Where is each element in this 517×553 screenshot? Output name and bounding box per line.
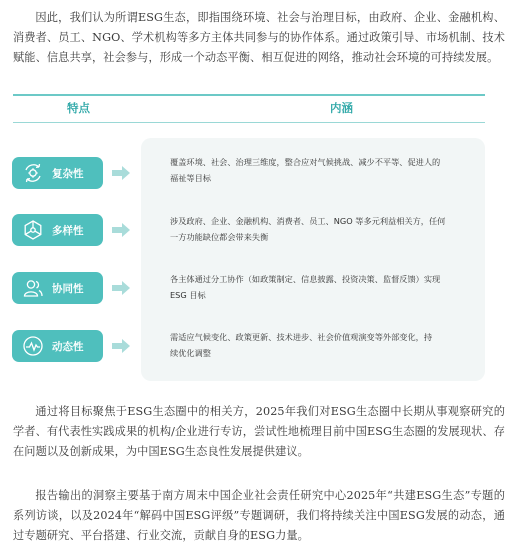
table-top-rule [13,94,485,96]
arrow-right-icon [112,339,130,353]
feature-diversity [12,214,103,246]
middle-paragraph: 通过将目标聚焦于ESG生态圈中的相关方，2025年我们对ESG生态圈中长期从事观察研究的学者、有代表性实践成果的机构/企业进行专访，尝试性地梳理目前中国ESG生态圈的发展现状、存在问题以及创新成果，为中国ESG生态良性发展提供建议。 [13,405,505,458]
feature-synergy-label: 协同性 [52,283,84,295]
feature-diversity-label: 多样性 [52,225,84,237]
arrow-right-icon [112,223,130,237]
header-meaning: 内涵 [330,101,353,115]
desc-diversity [170,213,470,245]
feature-dynamics [12,330,103,362]
arrow-right-icon [112,281,130,295]
people-icon [22,277,44,299]
feature-synergy [12,272,103,304]
hexagon-network-icon [22,219,44,241]
desc-complexity-line2: 福祉等目标 [170,173,211,183]
gear-cycle-icon [22,162,44,184]
feature-dynamics-label: 动态性 [52,341,84,353]
feature-complexity-label: 复杂性 [52,168,84,180]
desc-dynamics [170,329,470,361]
desc-synergy-line2: ESG 目标 [170,290,206,300]
desc-synergy-line1: 各主体通过分工协作（如政策制定、信息披露、投资决策、监督反馈）实现 [170,274,441,284]
desc-complexity-line1: 覆盖环境、社会、治理三维度，整合应对气候挑战、减少不平等、促进人的 [170,157,441,167]
table-header [13,98,485,122]
pulse-icon [22,335,44,357]
feature-complexity [12,157,103,189]
desc-diversity-line1: 涉及政府、企业、金融机构、消费者、员工、NGO 等多元利益相关方，任何 [170,216,446,226]
desc-complexity [170,154,470,186]
desc-dynamics-line2: 续优化调整 [170,348,211,358]
table-header-rule [13,122,485,123]
desc-synergy [170,271,470,303]
arrow-right-icon [112,166,130,180]
intro-paragraph: 因此，我们认为所谓ESG生态，即指围绕环境、社会与治理目标，由政府、企业、金融机构、消费者、员工、NGO、学术机构等多方主体共同参与的协作体系。通过政策引导、市场机制、技术赋能、信息共享，社会参与，形成一个动态平衡、相互促进的网络，推动社会环境的可持续发展。 [13,11,505,64]
header-feature: 特点 [67,101,90,115]
desc-dynamics-line1: 需适应气候变化、政策更新、技术进步、社会价值观演变等外部变化，持 [170,332,433,342]
closing-paragraph: 报告输出的洞察主要基于南方周末中国企业社会责任研究中心2025年“共建ESG生态”专题的系列访谈，以及2024年“解码中国ESG评级”专题调研，我们将持续关注中国ESG发展的动态，通过专题研究、平台搭建、行业交流，贡献自身的ESG力量。 [13,489,505,542]
desc-diversity-line2: 一方功能缺位都会带来失衡 [170,232,269,242]
